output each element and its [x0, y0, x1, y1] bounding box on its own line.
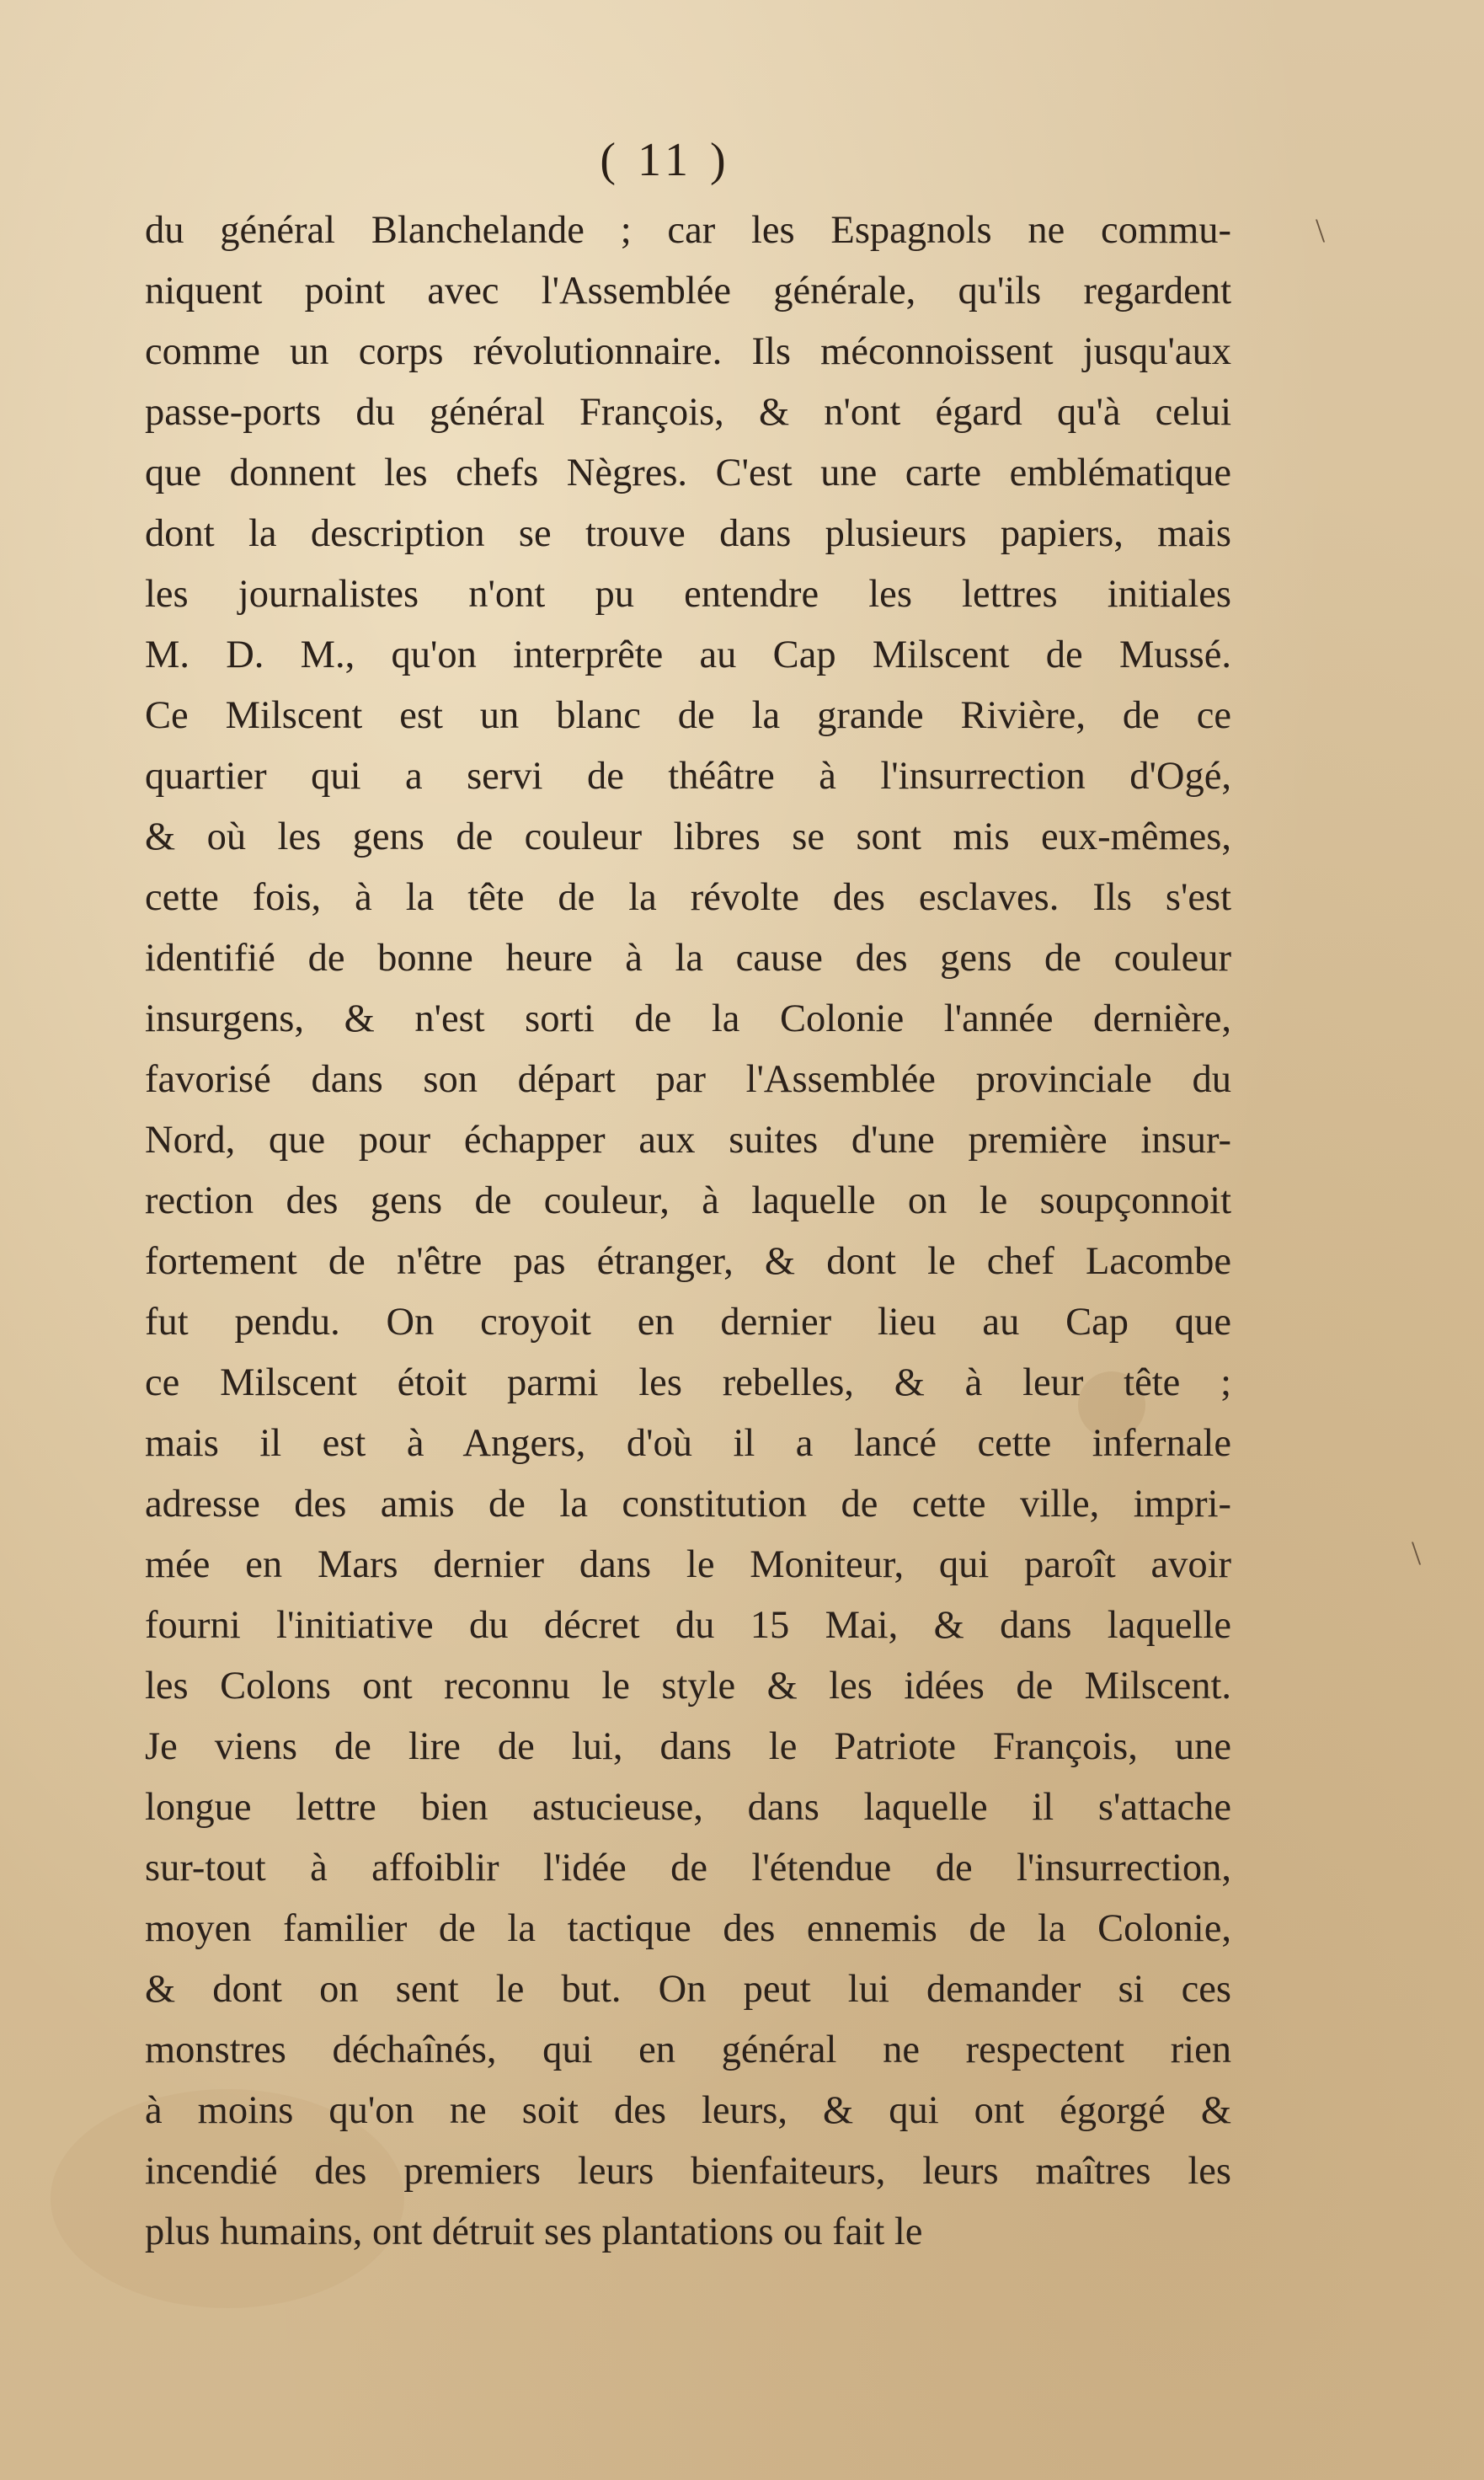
text-line: fut pendu. On croyoit en dernier lieu au Cap que	[145, 1301, 1231, 1344]
text-line: longue lettre bien astucieuse, dans laquelle il s'attache	[145, 1786, 1231, 1829]
text-line: adresse des amis de la constitution de cette ville, impri-	[145, 1483, 1231, 1526]
text-line: & où les gens de couleur libres se sont mis eux-mêmes,	[145, 815, 1231, 858]
page-number: ( 11 )	[600, 134, 731, 186]
text-line: favorisé dans son départ par l'Assemblée provinciale du	[145, 1058, 1231, 1101]
text-line: insurgens, & n'est sorti de la Colonie l'année dernière,	[145, 997, 1231, 1040]
text-line: les journalistes n'ont pu entendre les lettres initiales	[145, 573, 1231, 616]
text-line: dont la description se trouve dans plusieurs papiers, mais	[145, 512, 1231, 555]
text-line: fourni l'initiative du décret du 15 Mai, & dans laquelle	[145, 1604, 1231, 1647]
text-line: incendié des premiers leurs bienfaiteurs, leurs maîtres les	[145, 2150, 1231, 2193]
text-line: mais il est à Angers, d'où il a lancé cette infernale	[145, 1422, 1231, 1465]
text-line: cette fois, à la tête de la révolte des esclaves. Ils s'est	[145, 876, 1231, 919]
text-line: fortement de n'être pas étranger, & dont le chef Lacombe	[145, 1240, 1231, 1283]
text-line: du général Blanchelande ; car les Espagnols ne commu-	[145, 209, 1231, 252]
text-line: Ce Milscent est un blanc de la grande Rivière, de ce	[145, 694, 1231, 737]
text-line: niquent point avec l'Assemblée générale, qu'ils regardent	[145, 270, 1231, 313]
text-line: quartier qui a servi de théâtre à l'insurrection d'Ogé,	[145, 755, 1231, 798]
text-line: monstres déchaînés, qui en général ne respectent rien	[145, 2028, 1231, 2071]
text-line: Je viens de lire de lui, dans le Patriote François, une	[145, 1725, 1231, 1768]
text-line: comme un corps révolutionnaire. Ils méconnoissent jusqu'aux	[145, 330, 1231, 373]
text-line: moyen familier de la tactique des ennemis de la Colonie,	[145, 1907, 1231, 1950]
body-text	[145, 200, 1231, 2263]
text-line: mée en Mars dernier dans le Moniteur, qui paroît avoir	[145, 1543, 1231, 1586]
text-line: ce Milscent étoit parmi les rebelles, & à leur tête ;	[145, 1361, 1231, 1404]
margin-mark: \	[1412, 1534, 1422, 1572]
text-line: passe-ports du général François, & n'ont égard qu'à celui	[145, 391, 1231, 434]
text-line: identifié de bonne heure à la cause des gens de couleur	[145, 937, 1231, 980]
text-line: Nord, que pour échapper aux suites d'une première insur-	[145, 1119, 1231, 1162]
text-line: à moins qu'on ne soit des leurs, & qui ont égorgé &	[145, 2089, 1231, 2132]
text-line: que donnent les chefs Nègres. C'est une carte emblématique	[145, 452, 1231, 494]
text-line: M. D. M., qu'on interprête au Cap Milscent de Mussé.	[145, 633, 1231, 676]
text-line: & dont on sent le but. On peut lui demander si ces	[145, 1968, 1231, 2011]
text-line: plus humains, ont détruit ses plantations ou fait le	[145, 2210, 923, 2253]
margin-mark: \	[1316, 211, 1326, 249]
text-line: rection des gens de couleur, à laquelle on le soupçonnoit	[145, 1179, 1231, 1222]
text-line: sur-tout à affoiblir l'idée de l'étendue de l'insurrection,	[145, 1847, 1231, 1889]
text-line: les Colons ont reconnu le style & les idées de Milscent.	[145, 1665, 1231, 1708]
